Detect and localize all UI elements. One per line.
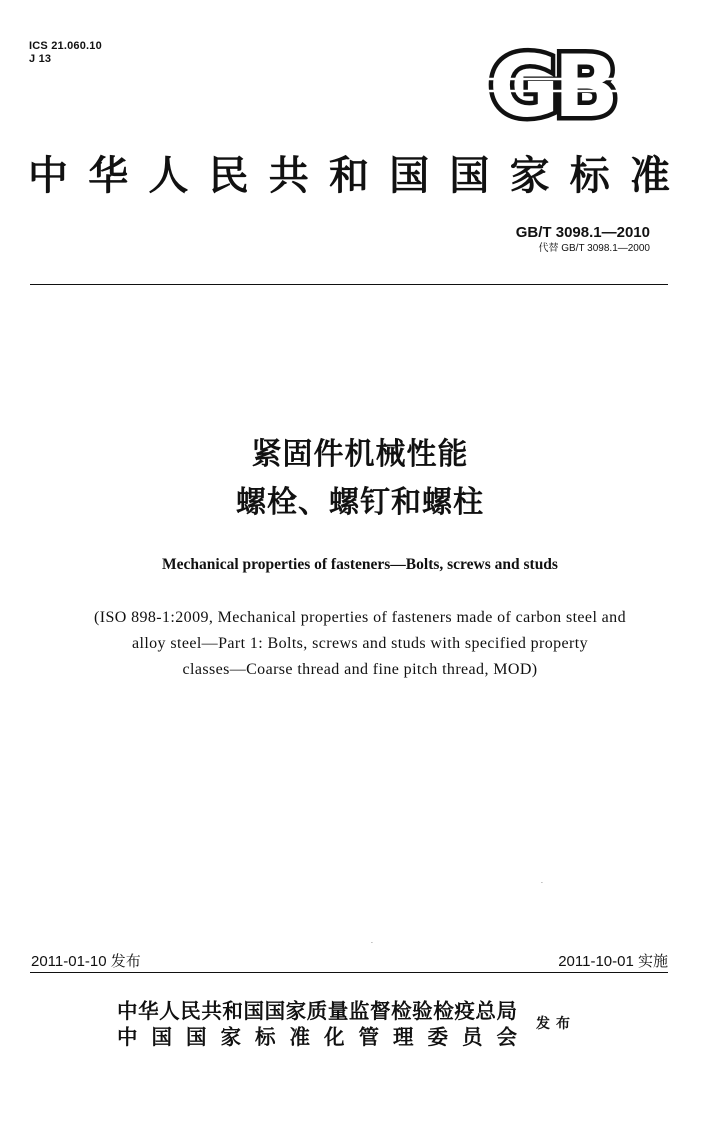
- classification-codes: [29, 40, 102, 66]
- publish-label: 发布: [536, 1016, 576, 1032]
- ics-code: ICS 21.060.10: [29, 40, 102, 52]
- standard-number-block: [516, 224, 650, 255]
- standard-number: GB/T 3098.1—2010: [515, 224, 650, 241]
- iso-reference: [60, 605, 660, 683]
- national-standard-title: 中华人民共和国国家标准: [28, 153, 670, 199]
- header-divider: [30, 284, 668, 285]
- gb-logo-text: GB: [488, 46, 614, 124]
- english-title: Mechanical properties of fasteners—Bolts, screws and studs: [162, 556, 558, 573]
- scan-speck: ·: [371, 940, 373, 947]
- footer-divider: [30, 972, 668, 973]
- ccs-code: J 13: [29, 53, 52, 65]
- chinese-title-line2: 螺栓、螺钉和螺柱: [236, 485, 484, 520]
- replaces-standard: 代替 GB/T 3098.1—2000: [538, 243, 650, 254]
- iso-reference-line3: classes—Coarse thread and fine pitch thread, MOD): [182, 661, 538, 678]
- issuing-org-line2: 中国国家标准化管理委员会: [117, 1025, 517, 1049]
- scan-speck: ·: [541, 880, 543, 887]
- issuing-org-line1: 中华人民共和国国家质量监督检验检疫总局: [117, 999, 517, 1023]
- gb-logo: [476, 46, 626, 124]
- iso-reference-line2: alloy steel—Part 1: Bolts, screws and studs with specified property: [131, 635, 589, 652]
- implementation-date: 2011-10-01 实施: [558, 953, 668, 970]
- issue-date: 2011-01-10 发布: [31, 953, 141, 970]
- chinese-title-line1: 紧固件机械性能: [251, 437, 469, 472]
- iso-reference-line1: (ISO 898-1:2009, Mechanical properties of fasteners made of carbon steel and: [93, 609, 626, 626]
